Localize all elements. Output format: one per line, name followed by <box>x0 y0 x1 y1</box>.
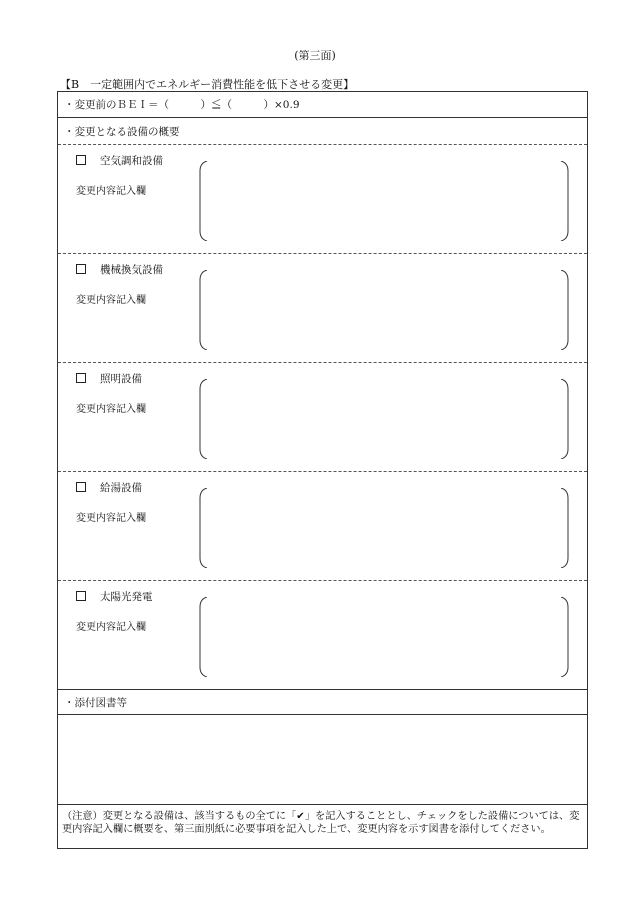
equipment-section <box>58 363 587 472</box>
note-text: （注意）変更となる設備は、該当するもの全てに「✔」を記入することとし、チェックをした設備については、変更内容記入欄に概要を、第三面別紙に必要事項を記入した上で、変更内容を示す図書を添付してください。 <box>62 811 580 835</box>
section-title: 【B 一定範囲内でエネルギー消費性能を低下させる変更】 <box>60 78 355 91</box>
checkbox-icon[interactable] <box>76 591 86 601</box>
entry-label: 変更内容記入欄 <box>76 295 146 306</box>
checkbox-icon[interactable] <box>76 264 86 274</box>
equipment-section <box>58 472 587 581</box>
equipment-section <box>58 581 587 690</box>
equipment-label: 機械換気設備 <box>100 264 163 276</box>
equipment-section <box>58 254 587 363</box>
entry-label: 変更内容記入欄 <box>76 622 146 633</box>
equipment-label: 太陽光発電 <box>100 591 153 603</box>
entry-field[interactable] <box>198 488 570 568</box>
equipment-check[interactable] <box>76 153 163 168</box>
form-table <box>57 91 588 849</box>
equipment-label: 照明設備 <box>100 373 142 385</box>
equipment-label: 空気調和設備 <box>100 155 163 167</box>
equipment-check[interactable] <box>76 371 142 386</box>
checkbox-icon[interactable] <box>76 373 86 383</box>
entry-field[interactable] <box>198 597 570 677</box>
entry-field[interactable] <box>198 379 570 459</box>
checkbox-icon[interactable] <box>76 482 86 492</box>
entry-field[interactable] <box>198 161 570 241</box>
equipment-header: ・変更となる設備の概要 <box>64 126 180 138</box>
attachments-entry-area[interactable] <box>58 715 587 805</box>
equipment-section <box>58 145 587 254</box>
equipment-label: 給湯設備 <box>100 482 142 494</box>
entry-field[interactable] <box>198 270 570 350</box>
checkbox-icon[interactable] <box>76 155 86 165</box>
attachments-header-row <box>58 690 587 715</box>
equipment-check[interactable] <box>76 589 153 604</box>
entry-label: 変更内容記入欄 <box>76 513 146 524</box>
bei-row <box>58 92 587 118</box>
equipment-check[interactable] <box>76 480 142 495</box>
bei-formula: ・変更前のＢＥＩ＝（ ）≦（ ）×0.9 <box>64 99 300 111</box>
entry-label: 変更内容記入欄 <box>76 186 146 197</box>
equipment-header-row <box>58 118 587 145</box>
entry-label: 変更内容記入欄 <box>76 404 146 415</box>
page-heading: (第三面) <box>294 49 336 62</box>
attachments-header: ・添付図書等 <box>64 697 127 709</box>
equipment-check[interactable] <box>76 262 163 277</box>
note-row <box>58 805 587 848</box>
